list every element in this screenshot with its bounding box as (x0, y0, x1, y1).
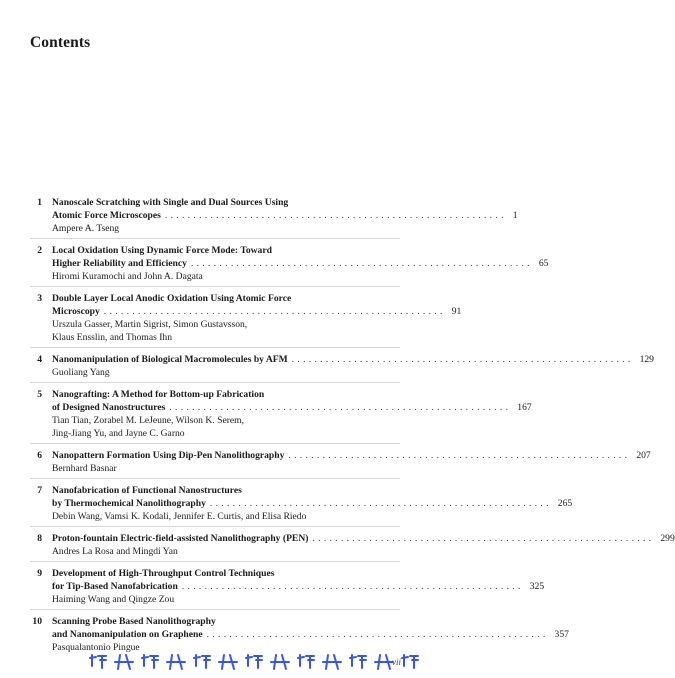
chapter-title-line: Atomic Force Microscopes (52, 210, 161, 221)
chapter-authors: Guoliang Yang (52, 367, 110, 378)
watermark-stroke (375, 655, 393, 669)
page-heading: Contents (30, 34, 91, 51)
chapter-page-number[interactable]: 325 (529, 581, 545, 592)
dot-leader: ............................................................ (164, 210, 507, 221)
table-of-contents (0, 196, 675, 663)
watermark-stroke (350, 655, 366, 668)
watermark-stroke (167, 655, 185, 669)
chapter-title-line: Development of High-Throughput Control Techniques (52, 568, 275, 579)
toc-entry[interactable] (0, 353, 654, 383)
chapter-authors: Andres La Rosa and Mingdi Yan (52, 546, 178, 557)
chapter-number: 3 (37, 293, 42, 304)
dot-leader: ............................................................ (169, 402, 512, 413)
chapter-title-line: Microscopy (52, 306, 100, 317)
watermark-overlay (86, 652, 446, 673)
chapter-number: 4 (37, 354, 42, 365)
dot-leader: ............................................................ (181, 581, 524, 592)
entry-divider (30, 443, 400, 444)
chapter-number: 6 (37, 450, 42, 461)
watermark-stroke (142, 655, 158, 668)
chapter-page-number[interactable]: 65 (538, 258, 549, 269)
toc-entry[interactable] (0, 292, 462, 348)
watermark-stroke (246, 655, 262, 668)
chapter-authors: Haiming Wang and Qingze Zou (52, 594, 175, 605)
chapter-title-line: of Designed Nanostructures (52, 402, 166, 413)
toc-entry[interactable] (0, 532, 675, 562)
chapter-title-line: and Nanomanipulation on Graphene (52, 629, 203, 640)
chapter-title-line: Nanografting: A Method for Bottom-up Fabrication (52, 389, 265, 400)
toc-entry[interactable] (0, 244, 549, 287)
chapter-page-number[interactable]: 167 (517, 402, 532, 413)
chapter-authors: Tian Tian, Zorabel M. LeJeune, Wilson K. Serem, (52, 415, 245, 426)
chapter-authors: Pasqualantonio Pingue (52, 642, 140, 653)
watermark-stroke (219, 655, 237, 669)
chapter-title-line: Local Oxidation Using Dynamic Force Mode: Toward (52, 245, 272, 256)
watermark-icon (86, 652, 446, 673)
toc-entry[interactable] (0, 388, 532, 444)
watermark-stroke (90, 655, 106, 668)
dot-leader: ............................................................ (206, 629, 549, 640)
chapter-authors: Urszula Gasser, Martin Sigrist, Simon Gustavsson, (52, 319, 248, 330)
entry-divider (30, 526, 400, 527)
chapter-title-line: Nanopattern Formation Using Dip-Pen Nanolithography (52, 450, 285, 461)
entry-divider (30, 238, 400, 239)
chapter-page-number[interactable]: 91 (451, 306, 462, 317)
chapter-number: 10 (32, 616, 42, 627)
entry-divider (30, 382, 400, 383)
chapter-number: 1 (37, 197, 42, 208)
watermark-stroke (323, 655, 341, 669)
chapter-page-number[interactable]: 299 (660, 533, 675, 544)
page-number-footer: vii (392, 657, 401, 667)
watermark-stroke (115, 655, 133, 669)
toc-entry[interactable] (0, 196, 518, 239)
watermark-stroke (271, 655, 289, 669)
chapter-authors: Ampere A. Tseng (52, 223, 120, 234)
chapter-number: 5 (37, 389, 42, 400)
entry-divider (30, 609, 400, 610)
chapter-page-number[interactable]: 1 (512, 210, 518, 221)
watermark-stroke (402, 655, 418, 668)
chapter-title-line: Nanofabrication of Functional Nanostructures (52, 485, 242, 496)
chapter-number: 2 (37, 245, 42, 256)
toc-entry[interactable] (0, 484, 573, 527)
dot-leader: ............................................................ (312, 533, 655, 544)
chapter-number: 7 (37, 485, 42, 496)
chapter-page-number[interactable]: 265 (557, 498, 573, 509)
entry-divider (30, 347, 400, 348)
chapter-number: 9 (37, 568, 42, 579)
dot-leader: ............................................................ (190, 258, 533, 269)
chapter-title-line: by Thermochemical Nanolithography (52, 498, 206, 509)
chapter-title-line: Nanomanipulation of Biological Macromolecules by AFM (52, 354, 288, 365)
entry-divider (30, 286, 400, 287)
dot-leader: ............................................................ (288, 450, 631, 461)
chapter-authors: Jing-Jiang Yu, and Jayne C. Garno (52, 428, 185, 439)
toc-entry[interactable] (0, 449, 651, 479)
entry-divider (30, 478, 400, 479)
chapter-page-number[interactable]: 129 (639, 354, 654, 365)
chapter-title-line: Nanoscale Scratching with Single and Dual Sources Using (52, 197, 289, 208)
chapter-title-line: Proton-fountain Electric-field-assisted Nanolithography (PEN) (52, 533, 309, 544)
chapter-title-line: for Tip-Based Nanofabrication (52, 581, 178, 592)
chapter-title-line: Double Layer Local Anodic Oxidation Using Atomic Force (52, 293, 292, 304)
chapter-authors: Hiromi Kuramochi and John A. Dagata (52, 271, 203, 282)
chapter-page-number[interactable]: 357 (554, 629, 569, 640)
chapter-title-line: Higher Reliability and Efficiency (52, 258, 187, 269)
chapter-authors: Klaus Ensslin, and Thomas Ihn (52, 332, 173, 343)
chapter-authors: Debin Wang, Vamsi K. Kodali, Jennifer E. Curtis, and Elisa Riedo (52, 511, 307, 522)
chapter-title-line: Scanning Probe Based Nanolithography (52, 616, 216, 627)
toc-entry[interactable] (0, 567, 545, 610)
dot-leader: ............................................................ (103, 306, 446, 317)
entry-divider (30, 561, 400, 562)
chapter-number: 8 (37, 533, 42, 544)
watermark-stroke (194, 655, 210, 668)
dot-leader: ............................................................ (209, 498, 552, 509)
chapter-page-number[interactable]: 207 (636, 450, 651, 461)
watermark-stroke (298, 655, 314, 668)
dot-leader: ............................................................ (291, 354, 634, 365)
chapter-authors: Bernhard Basnar (52, 463, 117, 474)
